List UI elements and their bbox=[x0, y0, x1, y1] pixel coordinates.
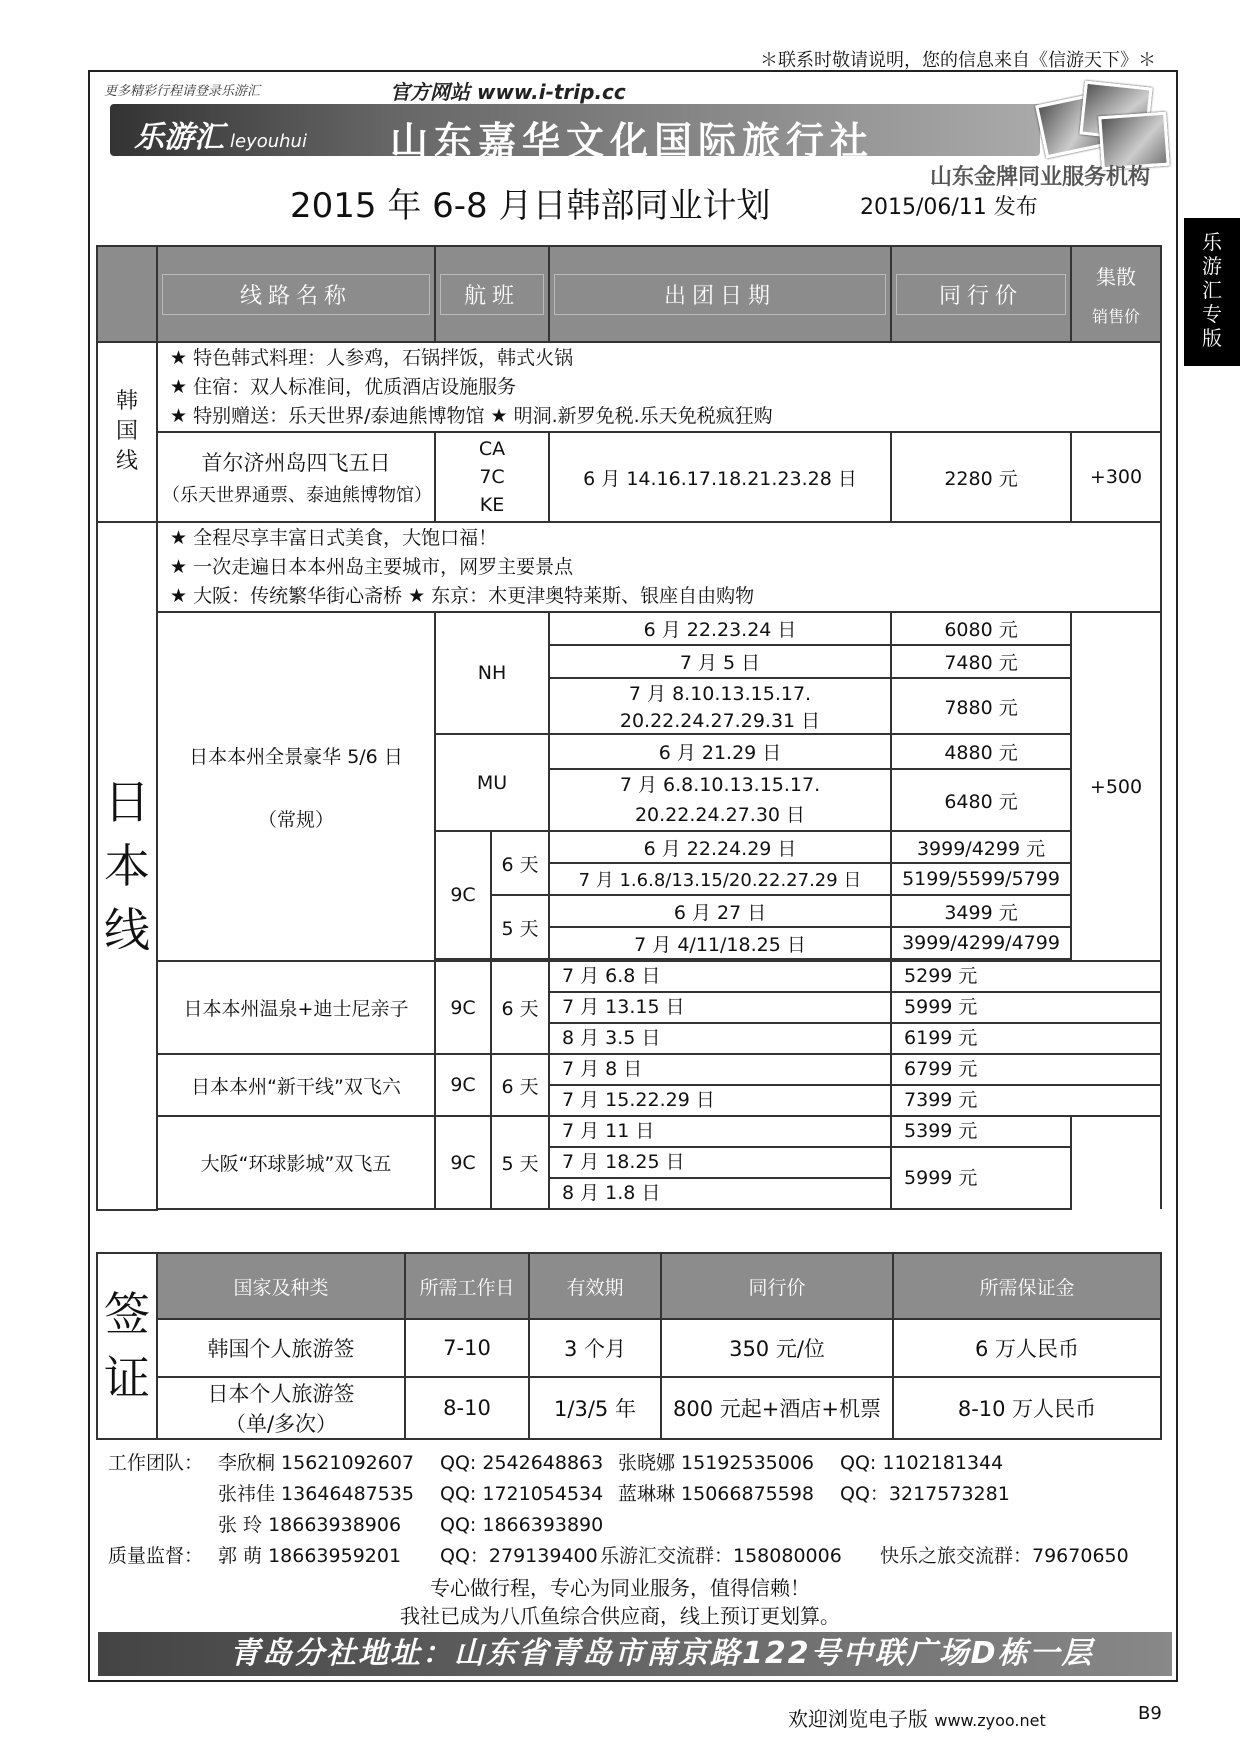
visa-japan-price: 800 元起+酒店+机票 bbox=[661, 1377, 893, 1439]
agency-subtitle: 山东金牌同业服务机构 bbox=[930, 165, 1151, 190]
onsen-days: 6 天 bbox=[491, 961, 549, 1054]
visa-japan-days: 8-10 bbox=[405, 1377, 529, 1439]
universal-route: 大阪“环球影城”双飞五 bbox=[157, 1116, 435, 1209]
header-dates: 出团日期 bbox=[549, 246, 891, 342]
official-site-link[interactable]: 官方网站 www.i-trip.cc bbox=[390, 80, 626, 104]
visa-header-valid: 有效期 bbox=[529, 1253, 661, 1319]
c9-five-price-2: 3999/4299/4799 bbox=[891, 927, 1071, 959]
visa-header-deposit: 所需保证金 bbox=[893, 1253, 1161, 1319]
visa-header bbox=[97, 1253, 1161, 1319]
korea-route-row bbox=[97, 432, 1161, 522]
onsen-price-1: 5299 元 bbox=[891, 961, 1161, 992]
c9-six-date-2: 7 月 1.6.8/13.15/20.22.27.29 日 bbox=[549, 863, 891, 895]
c9-five-days: 5 天 bbox=[491, 895, 549, 959]
tour-price-table bbox=[96, 245, 1162, 1211]
shinkansen-date-1: 7 月 8 日 bbox=[549, 1054, 891, 1085]
visa-korea-days: 7-10 bbox=[405, 1319, 529, 1377]
universal-price-1: 5399 元 bbox=[891, 1116, 1071, 1147]
table-header bbox=[97, 246, 1161, 342]
nh-flight: NH bbox=[435, 612, 549, 734]
universal-date-1: 7 月 11 日 bbox=[549, 1116, 891, 1147]
side-tab: 乐 游 汇 专 版 bbox=[1184, 218, 1240, 366]
visa-korea-deposit: 6 万人民币 bbox=[893, 1319, 1161, 1377]
leyouhui-logo: 乐游汇 leyouhui bbox=[134, 120, 307, 155]
visa-japan-deposit: 8-10 万人民币 bbox=[893, 1377, 1161, 1439]
nh-date-3: 7 月 8.10.13.15.17. 20.22.24.27.29.31 日 bbox=[549, 678, 891, 734]
header-col5: 集散 销售价 bbox=[1071, 246, 1161, 342]
nh-price-1: 6080 元 bbox=[891, 612, 1071, 645]
onsen-date-1: 7 月 6.8 日 bbox=[549, 961, 891, 992]
japan-route1: 日本本州全景豪华 5/6 日 （常规） bbox=[157, 612, 435, 961]
page-number: B9 bbox=[1138, 1703, 1162, 1724]
nh-date-1: 6 月 22.23.24 日 bbox=[549, 612, 891, 645]
visa-korea-price: 350 元/位 bbox=[661, 1319, 893, 1377]
onsen-price-2: 5999 元 bbox=[891, 992, 1161, 1023]
c9-flight: 9C bbox=[435, 831, 491, 959]
korea-extra: +300 bbox=[1071, 432, 1161, 522]
header-route: 线路名称 bbox=[157, 246, 435, 342]
onsen-flight: 9C bbox=[435, 961, 491, 1054]
nh-date-2: 7 月 5 日 bbox=[549, 645, 891, 678]
header-flight: 航班 bbox=[435, 246, 549, 342]
table-row bbox=[97, 961, 1161, 992]
visa-label: 签 证 bbox=[97, 1253, 157, 1439]
universal-date-3: 8 月 1.8 日 bbox=[549, 1178, 891, 1209]
shinkansen-date-2: 7 月 15.22.29 日 bbox=[549, 1085, 891, 1116]
korea-price: 2280 元 bbox=[891, 432, 1071, 522]
table-row bbox=[97, 1377, 1161, 1439]
mu-price-1: 4880 元 bbox=[891, 734, 1071, 769]
visa-korea-valid: 3 个月 bbox=[529, 1319, 661, 1377]
visa-header-price: 同行价 bbox=[661, 1253, 893, 1319]
c9-five-date-2: 7 月 4/11/18.25 日 bbox=[549, 927, 891, 959]
c9-six-date-1: 6 月 22.24.29 日 bbox=[549, 831, 891, 863]
header-strip bbox=[90, 72, 1176, 106]
photo-collage bbox=[1040, 78, 1170, 168]
korea-route: 首尔济州岛四飞五日 （乐天世界通票、泰迪熊博物馆） bbox=[157, 432, 435, 522]
mu-date-1: 6 月 21.29 日 bbox=[549, 734, 891, 769]
mu-date-2: 7 月 6.8.10.13.15.17. 20.22.24.27.30 日 bbox=[549, 769, 891, 831]
onsen-route: 日本本州温泉+迪士尼亲子 bbox=[157, 961, 435, 1054]
c9-six-price-2: 5199/5599/5799 bbox=[891, 863, 1071, 895]
publish-date: 2015/06/11 发布 bbox=[860, 195, 1038, 220]
shinkansen-price-1: 6799 元 bbox=[891, 1054, 1161, 1085]
slogan-1: 专心做行程，专心为同业服务，值得信赖！ bbox=[430, 1576, 810, 1600]
japan-label: 日 本 线 bbox=[97, 522, 157, 1210]
branch-address: 青岛分社地址：山东省青岛市南京路122号中联广场D栋一层 bbox=[98, 1632, 1172, 1676]
visa-japan-valid: 1/3/5 年 bbox=[529, 1377, 661, 1439]
nh-price-3: 7880 元 bbox=[891, 678, 1071, 734]
team-contacts: 工作团队： 李欣桐 15621092607 QQ: 2542648863 张晓娜 15192535006 QQ: 1102181344 张祎佳 13646487535 QQ: 1721054534 蓝琳琳 15066875598 QQ：3217573281 张 玲 18663938906 QQ: 1866393890 质量监督： 郭 萌 18663959201 QQ：279139400 乐游汇交流群：158080006 快乐之旅交流群：79670650 bbox=[108, 1452, 1129, 1567]
table-row bbox=[97, 1054, 1161, 1085]
c9-six-days: 6 天 bbox=[491, 831, 549, 895]
nh-price-2: 7480 元 bbox=[891, 645, 1071, 678]
onsen-price-3: 6199 元 bbox=[891, 1023, 1161, 1054]
korea-dates: 6 月 14.16.17.18.21.23.28 日 bbox=[549, 432, 891, 522]
visa-table bbox=[96, 1252, 1162, 1440]
universal-flight: 9C bbox=[435, 1116, 491, 1209]
japan-features: ★ 全程尽享丰富日式美食，大饱口福！ ★ 一次走遍日本本州岛主要城市，网罗主要景点 ★ 大阪：传统繁华街心斋桥 ★ 东京：木更津奥特莱斯、银座自由购物 bbox=[157, 522, 1161, 612]
c9-five-price-1: 3499 元 bbox=[891, 895, 1071, 927]
header-peer-price: 同行价 bbox=[891, 246, 1071, 342]
mu-price-2: 6480 元 bbox=[891, 769, 1071, 831]
spacer-row bbox=[97, 1209, 1161, 1210]
agency-name: 山东嘉华文化国际旅行社 bbox=[390, 119, 875, 163]
universal-days: 5 天 bbox=[491, 1116, 549, 1209]
visa-header-type: 国家及种类 bbox=[157, 1253, 405, 1319]
korea-flights: CA 7C KE bbox=[435, 432, 549, 522]
universal-date-2: 7 月 18.25 日 bbox=[549, 1147, 891, 1178]
korea-features: ★ 特色韩式料理：人参鸡，石锅拌饭，韩式火锅 ★ 住宿：双人标准间，优质酒店设施服务 ★ 特别赠送：乐天世界/泰迪熊博物馆 ★ 明洞.新罗免税.乐天免税疯狂购 bbox=[157, 342, 1161, 432]
mu-flight: MU bbox=[435, 734, 549, 831]
more-info-text: 更多精彩行程请登录乐游汇 bbox=[104, 84, 261, 99]
footer-site-link[interactable]: www.zyoo.net bbox=[934, 1711, 1046, 1730]
header-blank bbox=[97, 246, 157, 342]
onsen-date-3: 8 月 3.5 日 bbox=[549, 1023, 891, 1054]
visa-header-days: 所需工作日 bbox=[405, 1253, 529, 1319]
onsen-date-2: 7 月 13.15 日 bbox=[549, 992, 891, 1023]
table-row bbox=[97, 612, 1161, 645]
japan-features-row bbox=[97, 522, 1161, 612]
footer-welcome: 欢迎浏览电子版 www.zyoo.net bbox=[788, 1707, 1046, 1731]
c9-five-date-1: 6 月 27 日 bbox=[549, 895, 891, 927]
visa-korea-type: 韩国个人旅游签 bbox=[157, 1319, 405, 1377]
agency-banner bbox=[110, 104, 1040, 163]
korea-label: 韩 国 线 bbox=[97, 342, 157, 522]
top-note: ＊联系时敬请说明，您的信息来自《信游天下》＊ bbox=[760, 50, 1156, 71]
slogan-2: 我社已成为八爪鱼综合供应商，线上预订更划算。 bbox=[400, 1604, 840, 1628]
universal-price-merged: 5999 元 bbox=[891, 1147, 1071, 1209]
shinkansen-flight: 9C bbox=[435, 1054, 491, 1116]
japan-extra: +500 bbox=[1071, 612, 1161, 961]
shinkansen-days: 6 天 bbox=[491, 1054, 549, 1116]
korea-features-row bbox=[97, 342, 1161, 432]
universal-blank bbox=[1071, 1116, 1161, 1209]
visa-japan-type: 日本个人旅游签 （单/多次） bbox=[157, 1377, 405, 1439]
page-title: 2015 年 6-8 月日韩部同业计划 bbox=[290, 186, 771, 226]
shinkansen-route: 日本本州“新干线”双飞六 bbox=[157, 1054, 435, 1116]
table-row bbox=[97, 1116, 1161, 1147]
table-row bbox=[97, 1319, 1161, 1377]
c9-six-price-1: 3999/4299 元 bbox=[891, 831, 1071, 863]
shinkansen-price-2: 7399 元 bbox=[891, 1085, 1161, 1116]
